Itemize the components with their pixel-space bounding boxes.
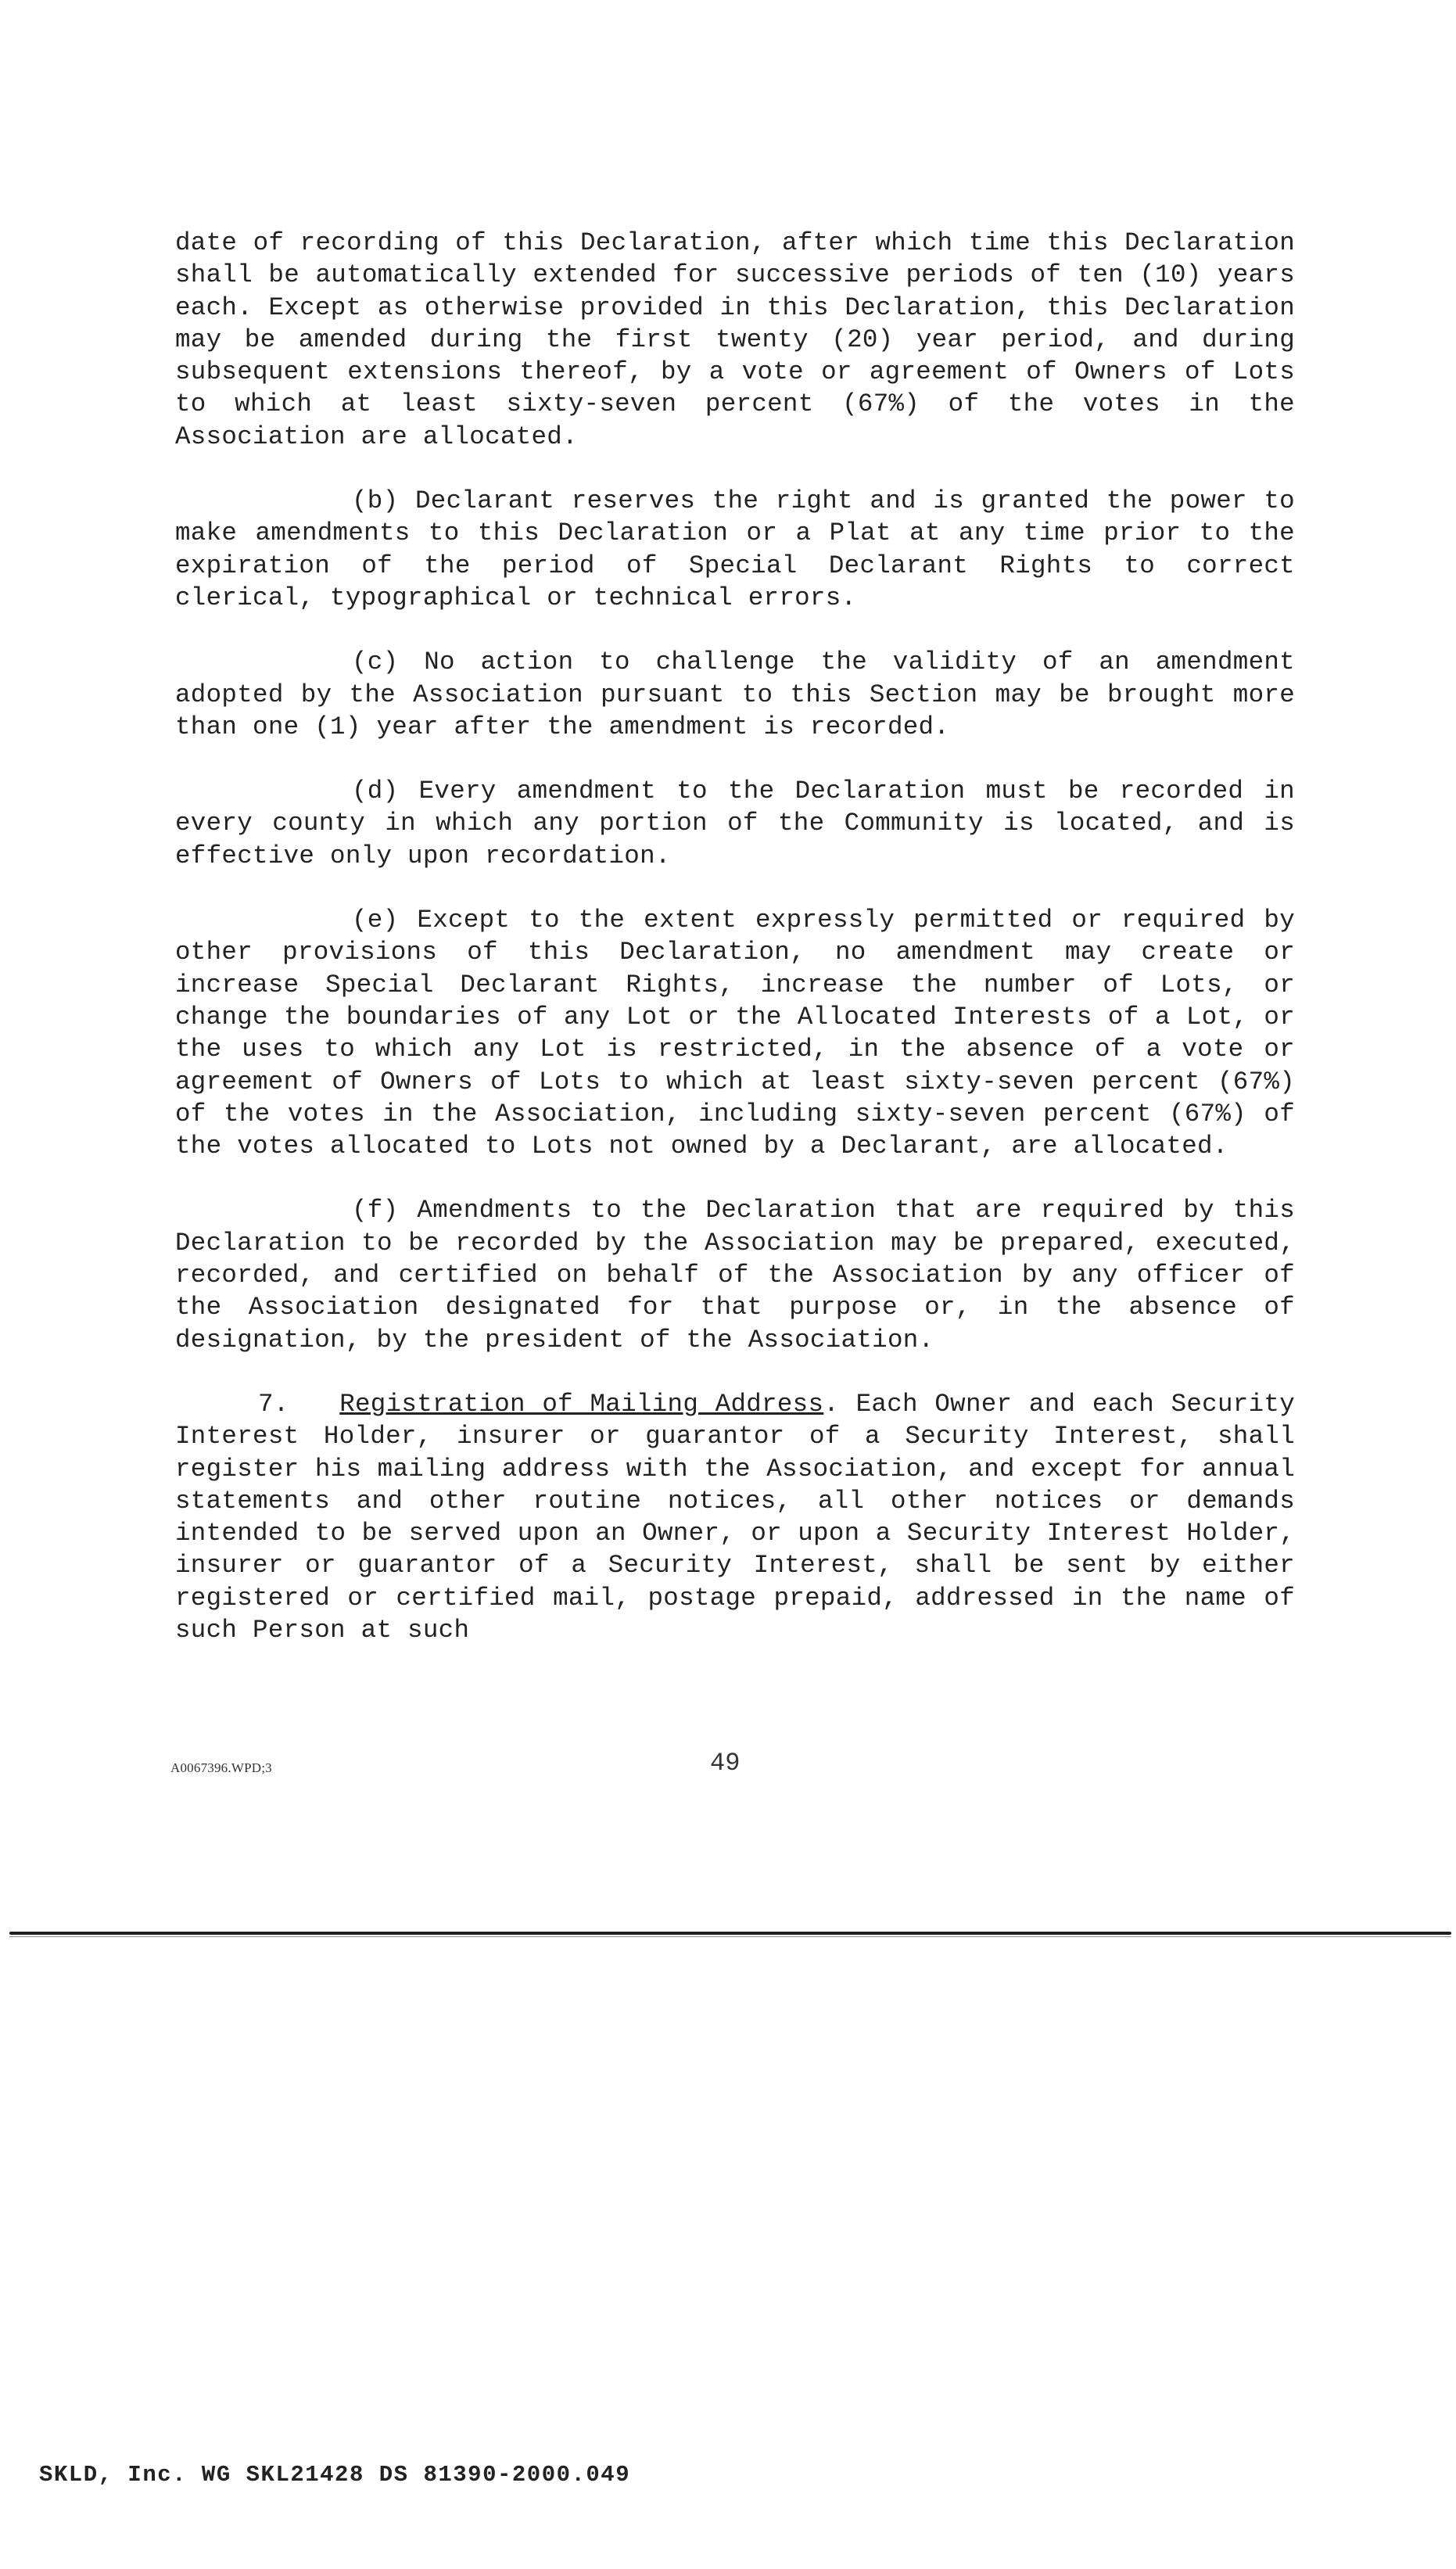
paragraph-continuation: date of recording of this Declaration, after which time this Declaration shall be automatically extended for successive periods of ten (10) years each. Except as otherwise provided in this Declaration, this Declaration may be amended during the first twenty (20) year period, and during subsequent extensions thereof, by a vote or agreement of Owners of Lots to which at least sixty-seven percent (67%) of the votes in the Association are allocated. [175,228,1295,451]
document-body [175,227,1295,1678]
page-number: 49 [710,1749,741,1778]
paragraph-e: (e) Except to the extent expressly permitted or required by other provisions of this Declaration, no amendment may create or increase Special Declarant Rights, increase the number of Lots, or change the boundaries of any Lot or the Allocated Interests of a Lot, or the uses to which any Lot is restricted, in the absence of a vote or agreement of Owners of Lots to which at least sixty-seven percent (67%) of the votes in the Association, including sixty-seven percent (67%) of the votes allocated to Lots not owned by a Declarant, are allocated. [175,906,1295,1161]
paragraph-c: (c) No action to challenge the validity of an amendment adopted by the Association pursuant to this Section may be brought more than one (1) year after the amendment is recorded. [175,648,1295,741]
paragraph-d: (d) Every amendment to the Declaration must be recorded in every county in which any portion of the Community is located, and is effective only upon recordation. [175,777,1295,870]
section-7-text: . Each Owner and each Security Interest Holder, insurer or guarantor of a Security Interest, shall register his mailing address with the Association, and except for annual statements and other routine notices, all other notices or demands intended to be served upon an Owner, or upon a Security Interest Holder, insurer or guarantor of a Security Interest, shall be sent by either registered or certified mail, postage prepaid, addressed in the name of such Person at such [175,1389,1295,1645]
page-divider-shadow [9,1936,1451,1937]
section-7-paragraph [175,1388,1295,1646]
paragraph-f: (f) Amendments to the Declaration that are required by this Declaration to be recorded by the Association may be prepared, executed, recorded, and certified on behalf of the Association by any officer of the Association designated for that purpose or, in the absence of designation, by the president of the Association. [175,1196,1295,1354]
footer-file-code: A0067396.WPD;3 [170,1760,272,1775]
paragraph-b: (b) Declarant reserves the right and is granted the power to make amendments to this Declaration or a Plat at any time prior to the expiration of the period of Special Declarant Rights to correct clerical, typographical or technical errors. [175,486,1295,612]
recording-stamp: SKLD, Inc. WG SKL21428 DS 81390-2000.049 [39,2462,631,2488]
page-divider [9,1932,1451,1935]
section-7-number: 7. [258,1389,289,1419]
section-7-title: Registration of Mailing Address [339,1389,824,1419]
